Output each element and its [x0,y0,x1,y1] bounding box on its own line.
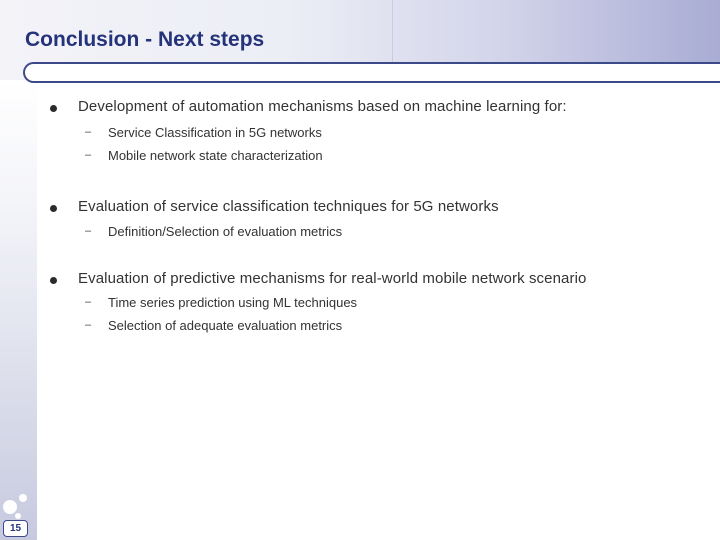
sub-item-text: Time series prediction using ML techniques [108,295,358,310]
slide-title: Conclusion - Next steps [25,28,265,51]
header-divider [392,0,393,62]
bullet-text: Development of automation mechanisms based on machine learning for: [78,98,567,115]
dash-icon: – [85,225,92,237]
dash-icon: – [85,149,92,161]
bullet-text: Evaluation of predictive mechanisms for real-world mobile network scenario [78,270,587,287]
decorative-circle [19,494,27,502]
sub-item-text: Selection of adequate evaluation metrics [108,318,343,333]
left-decorative-strip [0,80,37,540]
bullet-icon [50,105,57,112]
title-underline-bar [23,62,720,83]
decorative-circle [15,513,21,519]
bullet-icon [50,205,57,212]
dash-icon: – [85,126,92,138]
decorative-circle [3,500,17,514]
bullet-icon [50,277,57,284]
sub-item-text: Definition/Selection of evaluation metrics [108,224,343,239]
page-number: 15 [3,520,28,537]
dash-icon: – [85,319,92,331]
sub-item-text: Service Classification in 5G networks [108,125,322,140]
sub-item-text: Mobile network state characterization [108,148,323,163]
bullet-text: Evaluation of service classification techniques for 5G networks [78,198,499,215]
dash-icon: – [85,296,92,308]
